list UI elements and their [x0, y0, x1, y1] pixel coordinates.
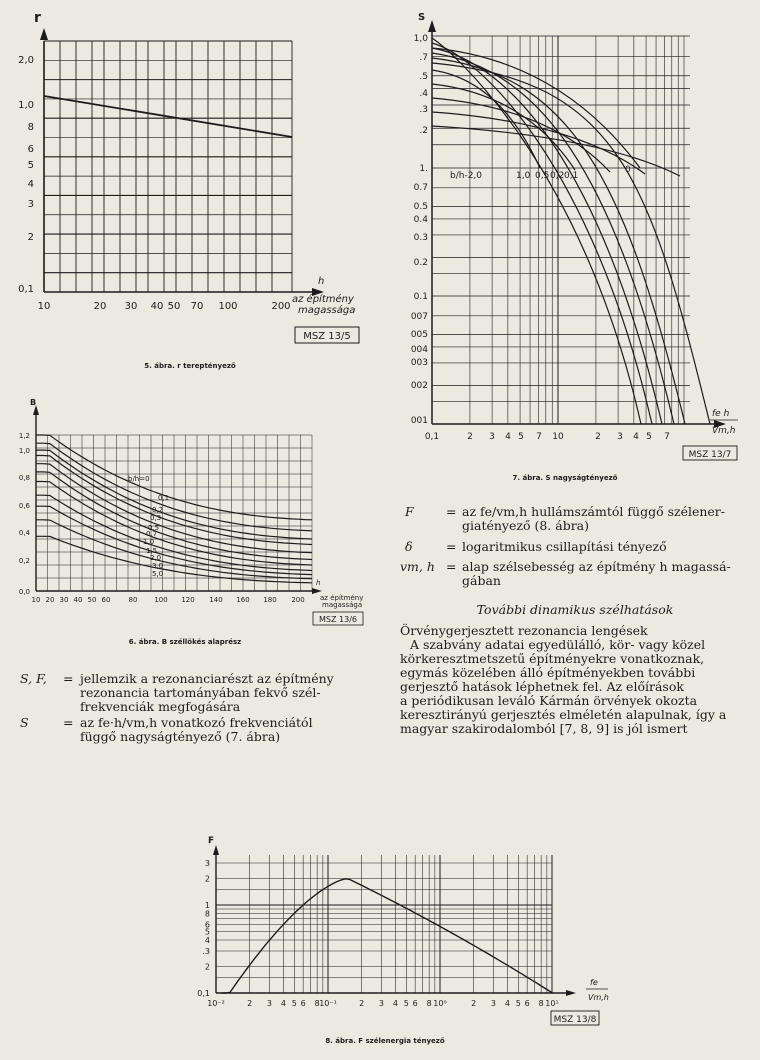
- y-axis-label: r: [34, 10, 41, 26]
- curve-label: 0: [625, 165, 631, 175]
- x-tick-label: 10⁻²: [207, 999, 225, 1008]
- x-tick-label: 2: [467, 432, 473, 442]
- x-tick-label: 8: [426, 999, 432, 1008]
- x-tick-label: 20: [45, 596, 55, 604]
- x-axis-label-line1: az építmény: [292, 294, 354, 305]
- x-tick-label: 10¹: [545, 999, 559, 1008]
- paragraph-line: A szabvány adatai egyedülálló, kör- vagy közel: [410, 637, 706, 652]
- x-axis-symbol: h: [316, 579, 321, 587]
- x-axis-label-numerator: fe: [590, 978, 598, 987]
- y-tick-label: .3: [202, 947, 210, 957]
- y-axis-label: B: [30, 398, 37, 407]
- y-tick-label: 004: [410, 345, 428, 355]
- y-tick-label: 1.: [419, 164, 428, 174]
- y-tick-label: 1,0: [18, 447, 30, 455]
- y-tick-label: 0.5: [413, 202, 428, 212]
- y-tick-label: 0,8: [18, 474, 30, 482]
- y-tick-label: 5: [27, 160, 34, 171]
- stamp-label: MSZ 13/7: [688, 450, 732, 460]
- stamp-label: MSZ 13/6: [319, 615, 357, 624]
- y-tick-label: 1,0: [413, 34, 428, 44]
- curve-label: 1,0: [143, 538, 155, 546]
- size-factor-curve: [432, 70, 540, 168]
- figure-5-terrain-factor-chart: [0, 0, 380, 390]
- x-tick-label: 2: [595, 432, 601, 442]
- y-tick-label: 0,1: [197, 989, 210, 998]
- x-axis-label-line1: az építmény: [320, 594, 364, 602]
- definition-line: giatényező (8. ábra): [462, 518, 590, 533]
- x-tick-label: 200: [291, 596, 305, 604]
- definition-equals: =: [446, 504, 457, 519]
- figure-8-caption: 8. ábra. F szélenergia tényező: [325, 1037, 445, 1045]
- curve-label: 0,5: [148, 524, 160, 532]
- y-tick-label: 2: [204, 962, 210, 972]
- figure-7-size-factor-chart: [380, 0, 760, 470]
- x-tick-label: 100: [154, 596, 168, 604]
- x-tick-label: 4: [505, 432, 511, 442]
- curve-label: 2,0: [150, 554, 162, 562]
- x-tick-label: 8: [314, 999, 320, 1008]
- figure-7-caption: 7. ábra. S nagyságtényező: [512, 474, 618, 482]
- x-tick-label: 3: [266, 999, 272, 1008]
- curve-label: 0,3: [150, 514, 162, 522]
- x-tick-label: 4: [280, 999, 286, 1008]
- y-tick-label: 003: [410, 358, 428, 368]
- definition-line: alap szélsebesség az építmény h magassá-: [462, 559, 731, 574]
- paragraph-line: a periódikusan leváló Kármán örvények okozta: [400, 693, 698, 708]
- definition-symbol: δ: [405, 539, 413, 554]
- x-axis-label-line2: magassága: [298, 305, 356, 316]
- size-factor-curve: [432, 98, 610, 172]
- definition-line: az fe·h/vm,h vonatkozó frekvenciától: [80, 715, 313, 730]
- y-tick-label: 0,0: [18, 588, 30, 596]
- y-tick-label: 8: [27, 122, 34, 133]
- definition-equals: =: [63, 671, 74, 686]
- definition-equals: =: [63, 715, 74, 730]
- size-factor-curve: [432, 63, 710, 424]
- definition-line: rezonancia tartományában fekvő szél-: [80, 685, 321, 700]
- y-tick-label: 3: [27, 199, 34, 210]
- x-tick-label: 10: [31, 596, 41, 604]
- x-tick-label: 4: [633, 432, 639, 442]
- figure-5-caption: 5. ábra. r tereptényező: [144, 362, 236, 370]
- x-tick-label: 30: [124, 301, 138, 312]
- curve-label: 0,2: [550, 171, 565, 181]
- y-tick-label: 4: [204, 936, 210, 946]
- x-tick-label: 100: [218, 301, 238, 312]
- stamp-label: MSZ 13/5: [303, 331, 351, 342]
- definition-symbol: F: [405, 504, 414, 519]
- x-tick-label: 10⁻¹: [319, 999, 337, 1008]
- x-tick-label: 5: [515, 999, 521, 1008]
- x-tick-label: 0,1: [424, 432, 440, 442]
- x-axis-symbol: h: [318, 276, 325, 287]
- definition-line: frekvenciák megfogására: [80, 699, 241, 714]
- y-tick-label: 0,6: [18, 502, 30, 510]
- y-tick-label: .4: [419, 89, 428, 99]
- size-factor-curve: [432, 43, 652, 424]
- curve-label: 1,0: [516, 171, 531, 181]
- x-tick-label: 50: [87, 596, 97, 604]
- definition-equals: =: [446, 559, 457, 574]
- x-tick-label: 10: [37, 301, 51, 312]
- paragraph-line: keresztirányú gerjesztés elméletén alapulnak, így a: [400, 707, 727, 722]
- x-tick-label: 3: [378, 999, 384, 1008]
- x-tick-label: 5: [291, 999, 297, 1008]
- x-tick-label: 6: [300, 999, 306, 1008]
- y-tick-label: 0.2: [413, 258, 428, 268]
- definition-line: gában: [462, 573, 501, 588]
- curve-label: 0,2: [152, 506, 164, 514]
- x-tick-label: 200: [271, 301, 291, 312]
- curve-label: b/h=0: [128, 475, 150, 483]
- curve-label: 1,5: [146, 547, 158, 555]
- definition-line: logaritmikus csillapítási tényező: [462, 539, 667, 554]
- paragraph-line: körkeresztmetszetű építményekre vonatkoznak,: [400, 651, 705, 666]
- curve-label: 0,5: [535, 171, 550, 181]
- paragraph-line: gerjesztő hatások léphetnek fel. Az előírások: [400, 679, 684, 694]
- x-axis-label-numerator: fe h: [712, 409, 730, 419]
- y-tick-label: .3: [419, 105, 428, 115]
- x-tick-label: 2: [471, 999, 477, 1008]
- y-tick-label: 0.7: [413, 183, 428, 193]
- x-tick-label: 3: [490, 999, 496, 1008]
- y-tick-label: .2: [419, 126, 428, 136]
- x-tick-label: 40: [73, 596, 83, 604]
- y-tick-label: 0.3: [413, 233, 428, 243]
- y-tick-label: 1,2: [18, 432, 30, 440]
- y-tick-label: 1,0: [18, 100, 34, 111]
- definition-line: függő nagyságtényező (7. ábra): [80, 729, 281, 744]
- curve-label: 0,1: [564, 171, 579, 181]
- x-tick-label: 2: [359, 999, 365, 1008]
- curve-label: 5,0: [152, 570, 164, 578]
- y-tick-label: 0,1: [18, 284, 34, 295]
- y-tick-label: 002: [410, 381, 428, 391]
- y-tick-label: 0.4: [413, 215, 428, 225]
- x-tick-label: 5: [646, 432, 652, 442]
- y-tick-label: 1: [204, 901, 210, 910]
- x-tick-label: 80: [128, 596, 138, 604]
- curve-label: 3,0: [152, 562, 164, 570]
- x-tick-label: 8: [538, 999, 544, 1008]
- x-axis-label-denominator: Vm,h: [588, 993, 609, 1002]
- y-tick-label: 2: [27, 232, 34, 243]
- y-tick-label: 3: [204, 859, 210, 869]
- size-factor-curve: [432, 48, 662, 424]
- x-tick-label: 5: [403, 999, 409, 1008]
- y-tick-label: 6: [204, 920, 210, 930]
- curve-label: 0,1: [158, 494, 170, 502]
- figure-8-wind-energy-chart: [190, 835, 610, 1050]
- y-tick-label: 4: [27, 179, 34, 190]
- y-tick-label: 6: [27, 144, 34, 155]
- x-tick-label: 140: [209, 596, 223, 604]
- x-tick-label: 50: [167, 301, 181, 312]
- y-tick-label: 007: [410, 312, 428, 322]
- x-tick-label: 2: [247, 999, 253, 1008]
- y-axis-label: F: [208, 836, 215, 846]
- y-tick-label: 0.1: [413, 292, 428, 302]
- size-factor-curve: [432, 38, 641, 424]
- definition-symbol: S, F,: [20, 671, 47, 686]
- curve-label: 0,7: [146, 530, 158, 538]
- x-axis-label-denominator: Vm,h: [712, 426, 736, 436]
- x-tick-label: 70: [190, 301, 204, 312]
- definition-symbol: S: [20, 715, 29, 730]
- size-factor-curve: [432, 126, 680, 176]
- x-tick-label: 7: [536, 432, 542, 442]
- subsection-title: Örvénygerjesztett rezonancia lengések: [400, 623, 648, 638]
- x-tick-label: 10: [552, 432, 564, 442]
- y-tick-label: 0,2: [18, 557, 30, 565]
- x-tick-label: 7: [664, 432, 670, 442]
- x-tick-label: 6: [524, 999, 530, 1008]
- x-tick-label: 5: [518, 432, 524, 442]
- y-axis-label: S: [418, 12, 426, 23]
- x-tick-label: 30: [59, 596, 69, 604]
- y-tick-label: 2: [204, 874, 210, 884]
- y-tick-label: 8: [204, 909, 210, 919]
- x-tick-label: 10⁰: [433, 999, 447, 1008]
- y-tick-label: .5: [419, 72, 428, 82]
- figure-6-caption: 6. ábra. B széllökés alaprész: [128, 638, 242, 646]
- x-tick-label: 60: [101, 596, 111, 604]
- x-tick-label: 6: [412, 999, 418, 1008]
- y-tick-label: 0,4: [18, 529, 30, 537]
- stamp-label: MSZ 13/8: [553, 1015, 597, 1025]
- y-tick-label: .7: [419, 53, 428, 63]
- y-tick-label: 001: [410, 416, 428, 426]
- x-tick-label: 4: [504, 999, 510, 1008]
- wind-energy-curve: [222, 879, 552, 993]
- definition-line: jellemzik a rezonanciarészt az építmény: [80, 671, 334, 686]
- definition-equals: =: [446, 539, 457, 554]
- curve-label: b/h-2,0: [450, 171, 483, 181]
- x-axis-label-line2: magassága: [322, 601, 363, 609]
- x-tick-label: 180: [263, 596, 277, 604]
- y-tick-label: 005: [410, 330, 428, 340]
- x-tick-label: 40: [150, 301, 164, 312]
- definition-line: az fe/vm,h hullámszámtól függő szélener-: [462, 504, 726, 519]
- section-title: További dinamikus szélhatások: [476, 602, 674, 617]
- body-paragraph: [400, 638, 750, 736]
- x-tick-label: 3: [617, 432, 623, 442]
- definition-symbol: vm, h: [400, 559, 435, 574]
- terrain-factor-curve: [44, 96, 292, 137]
- x-tick-label: 4: [392, 999, 398, 1008]
- y-tick-label: 2,0: [18, 55, 34, 66]
- x-tick-label: 120: [181, 596, 195, 604]
- paragraph-line: magyar szakirodalomból [7, 8, 9] is jól ismert: [400, 721, 688, 736]
- paragraph-line: egymás közelében álló építményekben további: [400, 665, 696, 680]
- x-tick-label: 20: [93, 301, 107, 312]
- x-tick-label: 3: [489, 432, 495, 442]
- y-tick-label: 5: [204, 927, 210, 937]
- figure-6-gust-base-chart: [0, 395, 380, 635]
- x-tick-label: 160: [236, 596, 250, 604]
